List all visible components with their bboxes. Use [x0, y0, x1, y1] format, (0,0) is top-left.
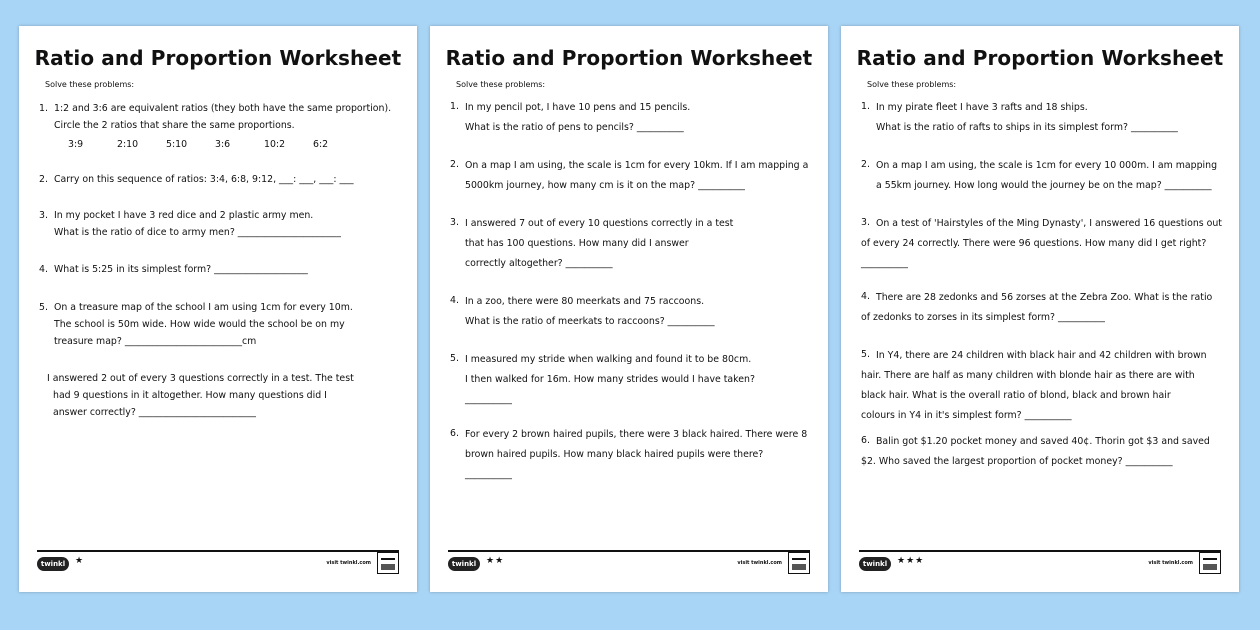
question-line: Carry on this sequence of ratios: 3:4, 6:8, 9:12, ___: ___, ___: ___ — [54, 174, 354, 185]
question-line: of zedonks to zorses in its simplest form? __________ — [861, 312, 1105, 323]
question-number: 6. — [450, 428, 459, 439]
question-number: 3. — [861, 217, 870, 228]
question-5 — [450, 350, 812, 410]
ratio-option[interactable]: 2:10 — [117, 139, 139, 150]
question-number: 5. — [861, 349, 870, 360]
question-6 — [47, 370, 409, 421]
question-number: 4. — [39, 264, 48, 275]
question-line: On a map I am using, the scale is 1cm for every 10 000m. I am mapping — [876, 160, 1218, 171]
worksheet-1 — [19, 26, 417, 592]
question-line: correctly altogether? __________ — [465, 258, 613, 269]
question-line: black hair. What is the overall ratio of blond, black and brown hair — [861, 390, 1171, 401]
twinkl-logo: twinkl — [859, 557, 891, 571]
question-6 — [861, 432, 1223, 472]
ratio-option[interactable]: 3:9 — [68, 139, 84, 150]
instructions: Solve these problems: — [867, 80, 957, 89]
question-line: There are 28 zedonks and 56 zorses at the Zebra Zoo. What is the ratio — [876, 292, 1213, 303]
question-line: I then walked for 16m. How many strides would I have taken? — [465, 374, 755, 385]
question-line: What is the ratio of rafts to ships in its simplest form? __________ — [876, 122, 1178, 133]
question-line: brown haired pupils. How many black haired pupils were there? — [465, 449, 764, 460]
question-number: 5. — [39, 302, 48, 313]
question-number: 2. — [450, 159, 459, 170]
question-number: 1. — [39, 103, 48, 114]
question-number: 1. — [450, 101, 459, 112]
visit-link[interactable]: visit twinkl.com — [737, 560, 782, 566]
ratio-option[interactable]: 10:2 — [264, 139, 286, 150]
ratio-options — [54, 136, 401, 153]
answer-line[interactable]: __________ — [465, 394, 512, 405]
question-line: In my pencil pot, I have 10 pens and 15 pencils. — [465, 102, 691, 113]
question-line: $2. Who saved the largest proportion of pocket money? __________ — [861, 456, 1173, 467]
difficulty-stars: ★★ — [486, 556, 505, 566]
question-line: What is the ratio of dice to army men? ______________________ — [54, 227, 341, 238]
question-2 — [39, 171, 401, 188]
question-number: 3. — [39, 210, 48, 221]
question-line: 1:2 and 3:6 are equivalent ratios (they both have the same proportion). — [54, 103, 392, 114]
question-5 — [861, 346, 1223, 426]
worksheet-title: Ratio and Proportion Worksheet — [445, 46, 813, 70]
question-4 — [861, 288, 1223, 328]
question-1 — [450, 98, 812, 138]
question-6 — [450, 425, 812, 485]
worksheet-title: Ratio and Proportion Worksheet — [34, 46, 402, 70]
question-line: 5000km journey, how many cm is it on the map? __________ — [465, 180, 745, 191]
answer-line[interactable]: __________ — [465, 469, 512, 480]
question-line: In a zoo, there were 80 meerkats and 75 raccoons. — [465, 296, 705, 307]
question-number: 4. — [450, 295, 459, 306]
question-line: hair. There are half as many children with blonde hair as there are with — [861, 370, 1195, 381]
question-3 — [861, 214, 1223, 274]
ratio-option[interactable]: 5:10 — [166, 139, 188, 150]
question-number: 2. — [861, 159, 870, 170]
question-line: In my pocket I have 3 red dice and 2 plastic army men. — [54, 210, 314, 221]
instructions: Solve these problems: — [456, 80, 546, 89]
visit-link[interactable]: visit twinkl.com — [1148, 560, 1193, 566]
badge-icon — [788, 552, 810, 574]
question-2 — [861, 156, 1223, 196]
question-number: 6. — [861, 435, 870, 446]
question-line: The school is 50m wide. How wide would the school be on my — [54, 319, 345, 330]
answer-line[interactable]: __________ — [861, 258, 908, 269]
twinkl-logo: twinkl — [448, 557, 480, 571]
visit-link[interactable]: visit twinkl.com — [326, 560, 371, 566]
question-3 — [39, 207, 401, 241]
question-4 — [450, 292, 812, 332]
question-line: that has 100 questions. How many did I answer — [465, 238, 689, 249]
question-line: a 55km journey. How long would the journey be on the map? __________ — [876, 180, 1212, 191]
worksheet-2 — [430, 26, 828, 592]
question-line: On a treasure map of the school I am using 1cm for every 10m. — [54, 302, 353, 313]
footer-divider — [37, 550, 399, 552]
question-line: What is the ratio of pens to pencils? __________ — [465, 122, 684, 133]
question-number: 1. — [861, 101, 870, 112]
question-line: of every 24 correctly. There were 96 questions. How many did I get right? — [861, 238, 1207, 249]
worksheet-title: Ratio and Proportion Worksheet — [856, 46, 1224, 70]
question-line: In my pirate fleet I have 3 rafts and 18 ships. — [876, 102, 1088, 113]
question-number: 3. — [450, 217, 459, 228]
twinkl-logo: twinkl — [37, 557, 69, 571]
difficulty-stars: ★★★ — [897, 556, 925, 566]
badge-icon — [1199, 552, 1221, 574]
question-line: Circle the 2 ratios that share the same proportions. — [54, 120, 295, 131]
question-5 — [39, 299, 401, 350]
question-line: I answered 2 out of every 3 questions correctly in a test. The test — [47, 373, 354, 384]
question-line: On a test of 'Hairstyles of the Ming Dynasty', I answered 16 questions out — [876, 218, 1222, 229]
question-line: What is 5:25 in its simplest form? ____________________ — [54, 264, 308, 275]
question-1 — [39, 100, 401, 153]
footer-divider — [448, 550, 810, 552]
question-line: colours in Y4 in it's simplest form? __________ — [861, 410, 1072, 421]
question-line: On a map I am using, the scale is 1cm for every 10km. If I am mapping a — [465, 160, 809, 171]
question-4 — [39, 261, 401, 278]
question-line: Balin got $1.20 pocket money and saved 40¢. Thorin got $3 and saved — [876, 436, 1210, 447]
instructions: Solve these problems: — [45, 80, 135, 89]
question-line: I answered 7 out of every 10 questions correctly in a test — [465, 218, 734, 229]
question-number: 4. — [861, 291, 870, 302]
question-line: In Y4, there are 24 children with black hair and 42 children with brown — [876, 350, 1207, 361]
question-line: For every 2 brown haired pupils, there were 3 black haired. There were 8 — [465, 429, 808, 440]
question-line: answer correctly? _________________________ — [53, 407, 256, 418]
question-line: had 9 questions in it altogether. How many questions did I — [53, 390, 327, 401]
badge-icon — [377, 552, 399, 574]
question-3 — [450, 214, 812, 274]
ratio-option[interactable]: 3:6 — [215, 139, 231, 150]
difficulty-stars: ★ — [75, 556, 85, 566]
question-line: What is the ratio of meerkats to raccoons? __________ — [465, 316, 715, 327]
question-line: I measured my stride when walking and found it to be 80cm. — [465, 354, 752, 365]
ratio-option[interactable]: 6:2 — [313, 139, 329, 150]
question-2 — [450, 156, 812, 196]
question-1 — [861, 98, 1223, 138]
footer-divider — [859, 550, 1221, 552]
worksheet-3 — [841, 26, 1239, 592]
question-number: 5. — [450, 353, 459, 364]
question-number: 2. — [39, 174, 48, 185]
question-line: treasure map? _________________________cm — [54, 336, 257, 347]
